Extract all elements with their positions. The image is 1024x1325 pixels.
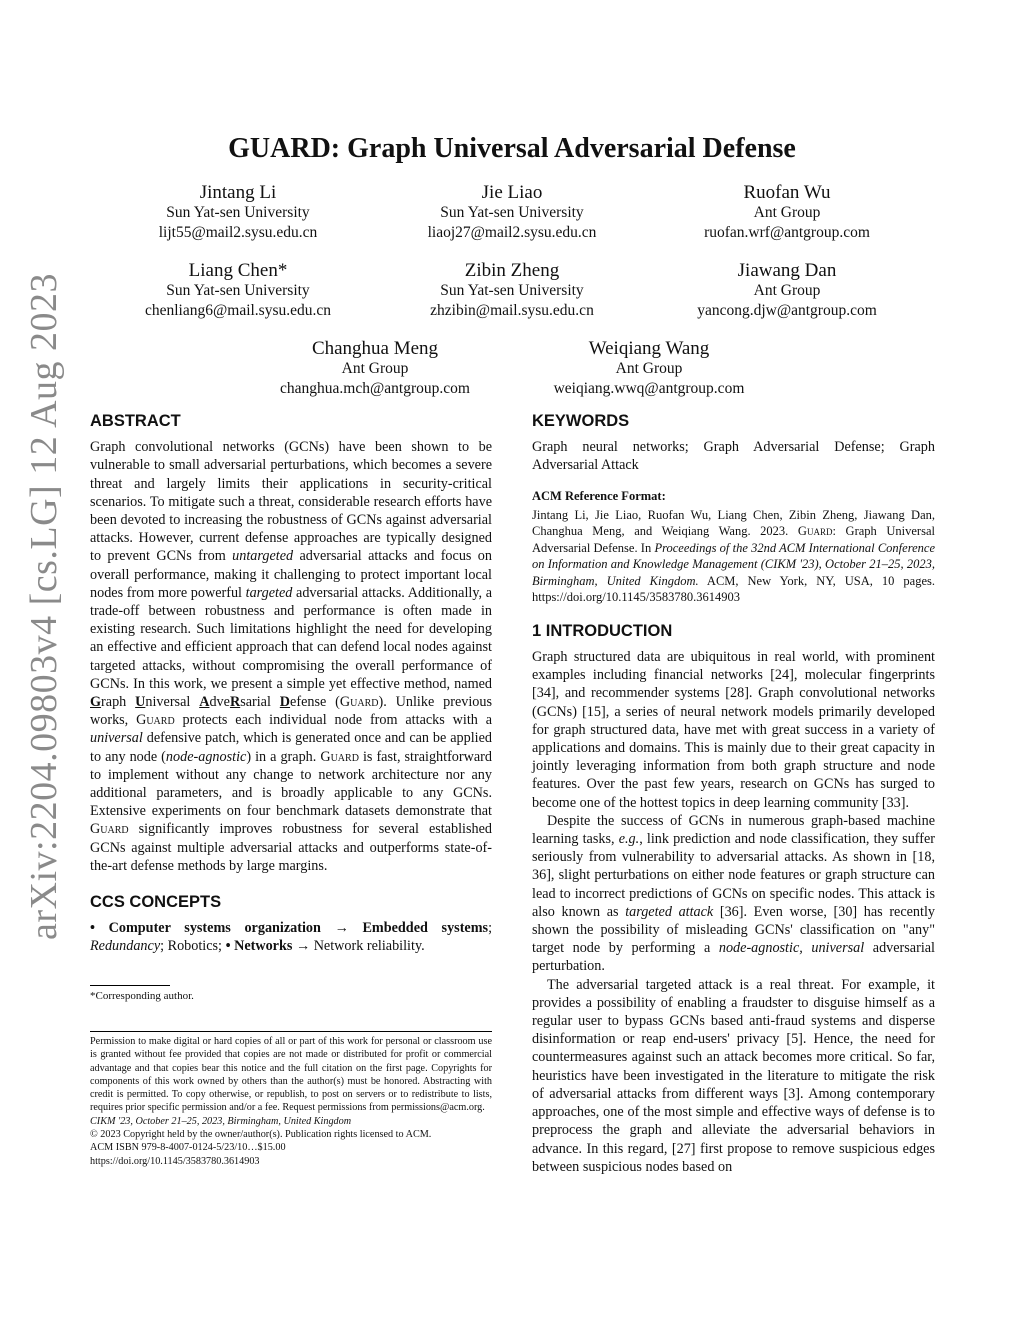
author-block [657,261,917,321]
author-affiliation: Ant Group [753,204,821,221]
author-email: zhzibin@mail.sysu.edu.cn [430,302,594,319]
author-block [108,183,368,243]
intro-paragraph: Despite the success of GCNs in numerous graph-based machine learning tasks, e.g., link prediction and node classification, they suffer seriously from vulnerability to adversarial attacks. As shown in [18, 36], slight perturbations on either node features or graph structure can lead to incorrect predictions of GCNs on specific nodes. This attack is also known as targeted attack [36]. Even worse, [30] has recently shown the possibility of misleading GCNs' classification on "any" target node by performing a node-agnostic, universal adversarial perturbation. [532,812,936,975]
author-affiliation: Sun Yat-sen University [166,282,310,299]
author-name: Zibin Zheng [464,260,560,281]
permission-divider [90,1031,492,1032]
author-email: changhua.mch@antgroup.com [280,380,470,397]
author-name: Changhua Meng [311,338,439,359]
author-affiliation: Ant Group [615,360,683,377]
intro-paragraph: Graph structured data are ubiquitous in real world, with prominent examples including financial networks [24], molecular fingerprints [34], and recommender systems [28]. Graph convolutional networks (GCNs) [15], a series of neural network models primarily developed for graph structured data, have met with great success in a variety of applications and domains. This is mainly due to their great capacity in jointly leveraging information from both graph structure and node features. Over the past few years, research on GCNs has surged to become one of the hottest topics in deep learning community [33]. [532,649,935,811]
author-affiliation: Sun Yat-sen University [440,282,584,299]
author-email: ruofan.wrf@antgroup.com [704,224,870,241]
author-name: Ruofan Wu [743,182,831,203]
author-affiliation: Ant Group [341,360,409,377]
author-email: yancong.djw@antgroup.com [697,302,877,319]
author-block [245,339,505,399]
doi-line: https://doi.org/10.1145/3583780.3614903 [90,1155,260,1167]
author-block [108,261,368,321]
author-email: weiqiang.wwq@antgroup.com [553,380,745,397]
keywords-heading: KEYWORDS [532,412,630,430]
permission-notice: Permission to make digital or hard copies of all or part of this work for personal or classroom use is granted without fee provided that copies are not made or distributed for profit or commercial advantage and that copies bear this notice and the full citation on the first page. Copyrights for components of this work owned by others than the author(s) must be honored. Abstracting with credit is permitted. To copy otherwise, or republish, to post on servers or to redistribute to lists, requires prior specific permission and/or a fee. Request permissions from permissions@acm.org. [90,1036,492,1114]
isbn-line: ACM ISBN 979-8-4007-0124-5/23/10…$15.00 [90,1142,286,1154]
author-name: Weiqiang Wang [588,338,710,359]
footnote-divider [90,985,170,986]
abstract-heading: ABSTRACT [90,412,181,430]
acm-reference-text: Jintang Li, Jie Liao, Ruofan Wu, Liang Chen, Zibin Zheng, Jiawang Dan, Changhua Meng, and Weiqiang Wang. 2023. Guard: Graph Universal Adversarial Defense. In Proceedings of the 32nd ACM International Conference on Information and Knowledge Management (CIKM '23), October 21–25, 2023, Birmingham, United Kingdom. ACM, New York, NY, USA, 10 pages. https://doi.org/10.1145/3583780.3614903 [532,507,935,605]
author-block [519,339,779,399]
author-email: chenliang6@mail.sysu.edu.cn [144,302,332,319]
left-column [90,412,492,956]
author-block [382,261,642,321]
ccs-heading: CCS CONCEPTS [90,893,222,912]
author-name: Jintang Li [199,182,277,203]
author-affiliation: Sun Yat-sen University [440,204,584,221]
author-name: Liang Chen* [188,260,288,281]
keywords-text: Graph neural networks; Graph Adversarial Defense; Graph Adversarial Attack [532,439,935,474]
author-affiliation: Ant Group [753,282,821,299]
copyright-line: © 2023 Copyright held by the owner/author(s). Publication rights licensed to ACM. [90,1129,432,1141]
right-column [532,412,935,1176]
author-name: Jiawang Dan [737,260,837,281]
paper-title: GUARD: Graph Universal Adversarial Defense [228,133,796,164]
conference-line: CIKM '23, October 21–25, 2023, Birmingham, United Kingdom [90,1115,352,1127]
author-name: Jie Liao [481,182,543,203]
author-block [382,183,642,243]
acm-reference-heading: ACM Reference Format: [532,488,666,503]
permission-block [90,1035,492,1168]
footnote: *Corresponding author. [90,990,194,1002]
author-email: lijt55@mail2.sysu.edu.cn [158,224,318,241]
author-affiliation: Sun Yat-sen University [166,204,310,221]
author-block [657,183,917,243]
intro-paragraph: The adversarial targeted attack is a real threat. For example, it provides a possibility of enabling a fraudster to disguise himself as a regular user to bypass GCNs based anti-fraud systems and disperse disinformation or reap end-users' privacy [5]. Hence, the need for countermeasures against such an attack becomes more critical. So far, heuristics have been investigated in the literature to mitigate the risk of adversarial attacks from different ways [3]. Among contemporary approaches, one of the most simple and effective ways of defense is to preprocess the graph and alleviate the adversarial behaviors in advance. In this regard, [27] first propose to remove suspicious edges between suspicious nodes based on [532,976,935,1175]
ccs-concepts-text: • Computer systems organization → Embedded systems; Redundancy; Robotics; • Networks → Network reliability. [90,920,493,955]
author-email: liaoj27@mail2.sysu.edu.cn [427,224,597,241]
abstract-text: Graph convolutional networks (GCNs) have been shown to be vulnerable to small adversarial perturbations, which becomes a severe threat and largely limits their applications in security-critical scenarios. To mitigate such a threat, considerable research efforts have been devoted to increasing the robustness of GCNs against adversarial attacks. However, current defense approaches are typically designed to prevent GCNs from untargeted adversarial attacks and focus on overall performance, making it challenging to protect important local nodes from more powerful targeted adversarial attacks. Additionally, a trade-off between robustness and performance is often made in existing research. Such limitations highlight the need for developing an effective and efficient approach that can defend local nodes against targeted attacks, without compromising the overall performance of GCNs. In this work, we present a simple yet effective method, named Graph Universal AdveRsarial Defense (Guard). Unlike previous works, Guard protects each individual node from attacks with a universal defensive patch, which is generated once and can be applied to any node (node-agnostic) in a graph. Guard is fast, straightforward to implement without any change to network architecture nor any additional parameters, and is broadly applicable to any GCNs. Extensive experiments on four benchmark datasets demonstrate that Guard significantly improves robustness for several established GCNs against multiple adversarial attacks and outperforms state-of-the-art defense methods by large margins. [90,439,493,874]
arxiv-identifier: arXiv:2204.09803v4 [cs.LG] 12 Aug 2023 [23,272,65,940]
introduction-heading: 1 INTRODUCTION [532,621,673,640]
